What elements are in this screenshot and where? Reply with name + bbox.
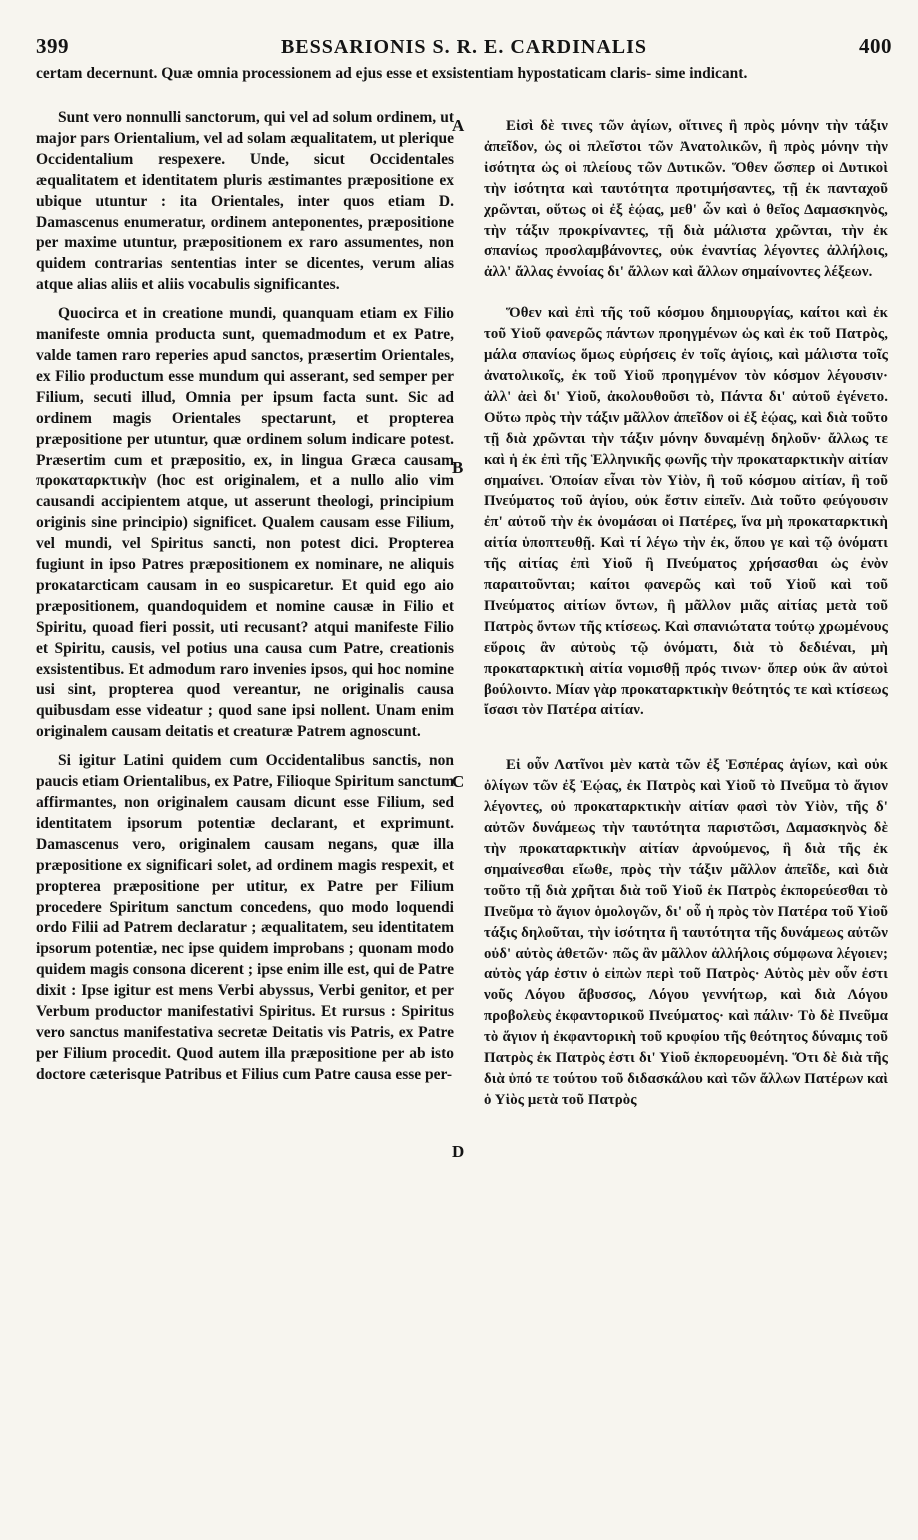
latin-paragraph-3: Si igitur Latini quidem cum Occidentalibus sanctis, non paucis etiam Orientalibus, ex Patre, Filioque Spiritum sanctum affirmantes, non originalem causam dicunt esse Filium, sed identitatem ipsorum potentiæ declarant, et exprimunt. Damascenus vero, originalem causam negans, quæ illa præpositione ex significari solet, ad ordinem magis respexit, et propterea præpositione per utitur, ex Patre per Filium procedere Spiritum sanctum concedens, quo modo loquendi ordo Filii ad Patrem declaratur ; æqualitatem, seu identitatem ipsorum potentiæ, nec ipse quidem improbans ; quonam modo quidem magis consona dicerent ; ipse enim ille est, qui de Patre dixit : Ipse igitur est mens Verbi abyssus, Verbi genitor, et per Verbum productor manifestativi Spiritus. Et rursus : Spiritus vero sanctus manifestativa secretæ Deitatis vis Patris, ex Patre per Filium procedit. Quod autem illa præpositione per ab isto doctore cæterisque Patribus et Filius cum Patre causa esse per-	[36, 752, 454, 1083]
margin-letter-d: D	[452, 1142, 465, 1161]
greek-paragraph-3: Εἰ οὖν Λατῖνοι μὲν κατὰ τῶν ἐξ Ἑσπέρας ἁγίων, καὶ οὐκ ὀλίγων τῶν ἐξ Ἑῴας, ἐκ Πατρὸς καὶ Υἱοῦ τὸ Πνεῦμα τὸ ἅγιον λέγοντες, οὐ προκαταρκτικὴν αἰτίαν φασὶ τὸν Υἱὸν, τῆς δ' αὐτῶν δυνάμεως τὴν ταυτότητα παριστῶσι, Δαμασκηνὸς δὲ τὴν προκαταρκτικὴν αἰτίαν ἀρνούμενος, ἣ διὰ τῆς ἐκ σημαίνεσθαι εἴωθε, πρὸς τὴν τάξιν μᾶλλον ἀπεῖδε, καὶ διὰ τοῦτο τῇ διὰ χρῆται διὰ τοῦ Υἱοῦ ἐκ Πατρὸς ἐκπορεύεσθαι τὸ Πνεῦμα τὸ ἅγιον ὁμολογῶν, δι' οὗ ἡ πρὸς τὸν Πατέρα τοῦ Υἱοῦ τάξις δηλοῦται, τὴν ἰσότητα ἢ ταυτότητα τῆς δυνάμεως αὐτῶν οὐδ' αὐτὸς ἀθετῶν· πῶς ἂν μᾶλλον ἀλλήλοις σύμφωνα λέγοιεν; αὐτὸς γάρ ἐστιν ὁ εἰπὼν περὶ τοῦ Πατρὸς· Αὐτὸς μὲν οὖν ἐστι νοῦς Λόγου ἄβυσσος, Λόγου γεννήτωρ, καὶ διὰ Λόγου προβολεὺς ἐκφαντορικοῦ Πνεύματος· καὶ πάλιν· Τὸ δὲ Πνεῦμα τὸ ἅγιον ἡ ἐκφαντορικὴ τοῦ κρυφίου τῆς θεότητος δύναμις τοῦ Πατρὸς ἐκ Πατρὸς ἐστι δι' Υἱοῦ ἐκπορευομένη. Ὅτι δὲ διὰ τῆς διὰ ὑπό τε τούτου τοῦ διδασκάλου καὶ τῶν ἄλλων Πατέρων καὶ ὁ Υἱὸς μετὰ τοῦ Πατρὸς	[484, 757, 888, 1108]
greek-paragraph-2: Ὅθεν καὶ ἐπὶ τῆς τοῦ κόσμου δημιουργίας, καίτοι καὶ ἐκ τοῦ Υἱοῦ φανερῶς πάντων προηγμένων ὡς καὶ ἐκ τοῦ Πατρὸς, μάλα σπανίως ὅμως εὑρήσεις ἐν τοῖς ἁγίοις, καὶ μάλιστα τοῖς ἀνατολικοῖς, ἐκ τοῦ Υἱοῦ προηγμένον τὸν κόσμον λέγουσιν· ἀλλ' ἀεὶ δι' Υἱοῦ, ἀκολουθοῦσι τὸ, Πάντα δι' αὐτοῦ ἐγένετο. Οὕτω πρὸς τὴν τάξιν μᾶλλον ἀπεῖδον οἱ ἐξ ἑῴας, καὶ διὰ τοῦτο τῇ διὰ χρῶνται τὴν τάξιν μόνην δυναμένῃ δηλοῦν· ἄλλως τε καὶ ἡ ἐκ ἐπὶ τῆς Ἑλληνικῆς φωνῆς τὴν προκαταρκτικὴν αἰτίαν σημαίνει. Ὁποίαν εἶναι τὸν Υἱὸν, ἢ τοῦ κόσμου αἰτίαν, ἢ τοῦ Πνεύματος τοῦ ἁγίου, οὐκ ἔστιν εἰπεῖν. Διὰ τοῦτο φεύγουσιν ἐπ' αὐτοῦ τὴν ἐκ ὀνομάσαι οἱ Πατέρες, ἵνα μὴ προκαταρκτικὴ αἰτία ὑποπτευθῇ. Καὶ τί λέγω τὴν ἐκ, ὅπου γε καὶ τῷ ὀνόματι τῆς αἰτίας ἐπὶ Υἱοῦ ἢ Πνεύματος χρήσασθαι ὡς ἐνὸν παραιτοῦνται; καίτοι φανερῶς καὶ τοῦ Υἱοῦ καὶ τοῦ Πνεύματος αἰτίων ὄντων, ἢ μᾶλλον μιᾶς αἰτίας μετὰ τοῦ Πατρὸς ὄντων τῆς κτίσεως. Καὶ σπανιώτατα τούτῳ χρωμένους εὕροις ἂν αὐτοὺς τῷ ὀνόματι, διὰ τὸ δεδιέναι, μὴ προκαταρκτικὴ αἰτία νομισθῇ πρός τινων· ὅπερ οὐκ ἂν αὐτοὶ βούλοιντο. Μίαν γὰρ προκαταρκτικὴν θεότητός τε καὶ κτίσεως ἴσασι τὸν Πατέρα αἰτίαν.	[484, 305, 888, 719]
page-number-right: 400	[858, 34, 892, 58]
margin-letter-a: A	[452, 116, 465, 135]
margin-letter-b: B	[452, 458, 464, 477]
margin-letter-c: C	[452, 772, 465, 791]
continuation-text: certam decernunt. Quæ omnia processionem ad ejus esse et exsistentiam hypostaticam claris- sime indicant.	[36, 65, 748, 82]
running-header	[36, 34, 892, 60]
greek-paragraph-1: Εἰσὶ δὲ τινες τῶν ἁγίων, οἵτινες ἢ πρὸς μόνην τὴν τάξιν ἀπεῖδον, ὡς οἱ πλεῖστοι τῶν Ἀνατολικῶν, ἢ πρὸς μόνην τὴν ἰσότητα ὡς οἱ πλείους τῶν Δυτικῶν. Ὅθεν ὥσπερ οἱ Δυτικοὶ τὴν ἰσότητα καὶ ταυτότητα προτιμήσαντες, τῇ ἐκ πανταχοῦ χρῶνται, οὕτως οἱ ἐξ ἑῴας, μεθ' ὧν καὶ ὁ θεῖος Δαμασκηνὸς, τὴν τάξιν προκρίναντες, τῇ διὰ μάλιστα χρῶνται, τὴν ἐκ σπανίως προσλαμβάνοντες, οὐκ ἐναντίας λέγοντες ἀλλήλοις, ἀλλ' ἄλλας ἐννοίας δι' ἄλλων καὶ ἄλλων σημαίνοντες λέξεων.	[484, 118, 888, 281]
greek-column	[484, 116, 888, 1536]
page-number-left: 399	[36, 34, 69, 58]
latin-paragraph-2: Quocirca et in creatione mundi, quanquam etiam ex Filio manifeste omnia producta sunt, quemadmodum et ex Patre, valde tamen raro reperies apud sanctos, præsertim Orientales, ex Filio productum esse mundum qui asserant, sed semper per Filium, secuti illud, Omnia per ipsum facta sunt. Sic ad ordinem magis Orientales spectarunt, et propterea præpositione per utuntur, quæ ordinem solum indicare potest. Præsertim cum et præpositio, ex, in lingua Græca causam προκαταρκτικὴν (hoc est originalem, et a nullo alio vim causandi accipientem atque, ut asserunt theologi, principium originis sine principio) significet. Qualem causam esse Filium, vel mundi, vel Spiritus sancti, non potest dici. Propterea fugiunt in ipso Patres præpositionem ex nominare, ne aliquis proκatarcticam causam in eo suspicaretur. Et quid ego aio præpositionem, quandoquidem et nomine causæ in Filio et Spiritu, quoad fieri possit, uti recusant? atqui manifeste Filio et Spiritu, causis, vel potius una causa cum Patre, creationis exsistentibus. Et admodum raro invenies ipsos, qui hoc nomine usi sint, propterea quod vereantur, ne originalis causa quibusdam esse videatur ; quod sane ipsi nollent. Unam enim originalem causam deitatis et creaturæ Patrem agnoscunt.	[36, 305, 454, 741]
latin-paragraph-1: Sunt vero nonnulli sanctorum, qui vel ad solum ordinem, ut major pars Orientalium, vel ad solam æqualitatem, ut plerique Occidentalium respexere. Unde, sicut Occidentales æqualitatem et identitatem pluris æstimantes præpositione ex ubique utuntur : ita Orientales, inter quos etiam D. Damascenus enumeratur, ordinem anteponentes, præpositione per maxime utuntur, præpositionem ex raro assumentes, non quidem contrarias sententias inter se dicentes, verum alias atque alias aliis et aliis vocabulis significantes.	[36, 109, 454, 294]
latin-column	[36, 108, 454, 1533]
running-title: BESSARIONIS S. R. E. CARDINALIS	[280, 36, 648, 58]
